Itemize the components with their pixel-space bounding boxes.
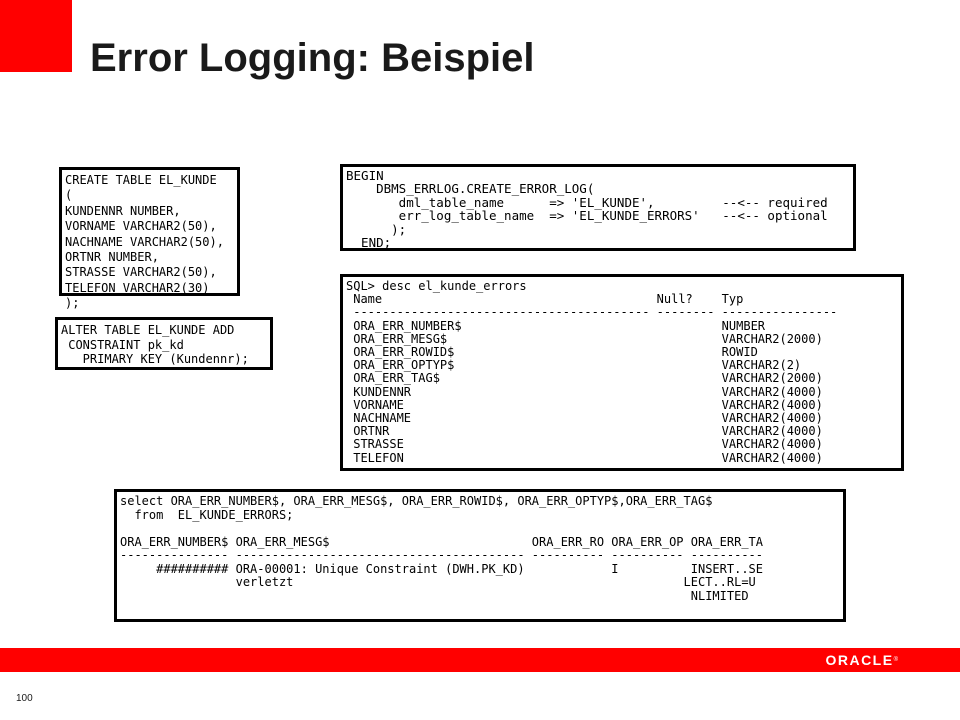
oracle-logo-text: ORACLE xyxy=(825,652,894,668)
select-errors-code-box: select ORA_ERR_NUMBER$, ORA_ERR_MESG$, ORA_ERR_ROWID$, ORA_ERR_OPTYP$,ORA_ERR_TAG$ from EL_KUNDE_ERRORS; ORA_ERR_NUMBER$ ORA_ERR_MESG$ ORA_ERR_RO ORA_ERR_OP ORA_ERR_TA --------------- ---------------------------------------- ---------- ---------- ---------- ########## ORA-00001: Unique Constraint (DWH.PK_KD) I INSERT..SE verletzt LECT..RL=U NLIMITED xyxy=(114,489,846,622)
footer-bar xyxy=(0,648,960,672)
create-error-log-code-box: BEGIN DBMS_ERRLOG.CREATE_ERROR_LOG( dml_table_name => 'EL_KUNDE', --<-- required err_log_table_name => 'EL_KUNDE_ERRORS' --<-- optional ); END; xyxy=(340,164,856,251)
desc-errors-table-code-box: SQL> desc el_kunde_errors Name Null? Typ ----------------------------------------- -------- ---------------- ORA_ERR_NUMBER$ NUMBER ORA_ERR_MESG$ VARCHAR2(2000) ORA_ERR_ROWID$ ROWID ORA_ERR_OPTYP$ VARCHAR2(2) ORA_ERR_TAG$ VARCHAR2(2000) KUNDENNR VARCHAR2(4000) VORNAME VARCHAR2(4000) NACHNAME VARCHAR2(4000) ORTNR VARCHAR2(4000) STRASSE VARCHAR2(4000) TELEFON VARCHAR2(4000) xyxy=(340,274,904,471)
oracle-logo-mark: ® xyxy=(893,657,898,663)
accent-block xyxy=(0,0,72,72)
page-number: 100 xyxy=(16,693,33,704)
create-table-code-box: CREATE TABLE EL_KUNDE ( KUNDENNR NUMBER, VORNAME VARCHAR2(50), NACHNAME VARCHAR2(50), ORTNR NUMBER, STRASSE VARCHAR2(50), TELEFON VARCHAR2(30) ); xyxy=(59,167,240,296)
slide-title: Error Logging: Beispiel xyxy=(90,36,535,80)
oracle-logo xyxy=(825,651,898,669)
alter-table-code-box: ALTER TABLE EL_KUNDE ADD CONSTRAINT pk_kd PRIMARY KEY (Kundennr); xyxy=(55,317,273,370)
